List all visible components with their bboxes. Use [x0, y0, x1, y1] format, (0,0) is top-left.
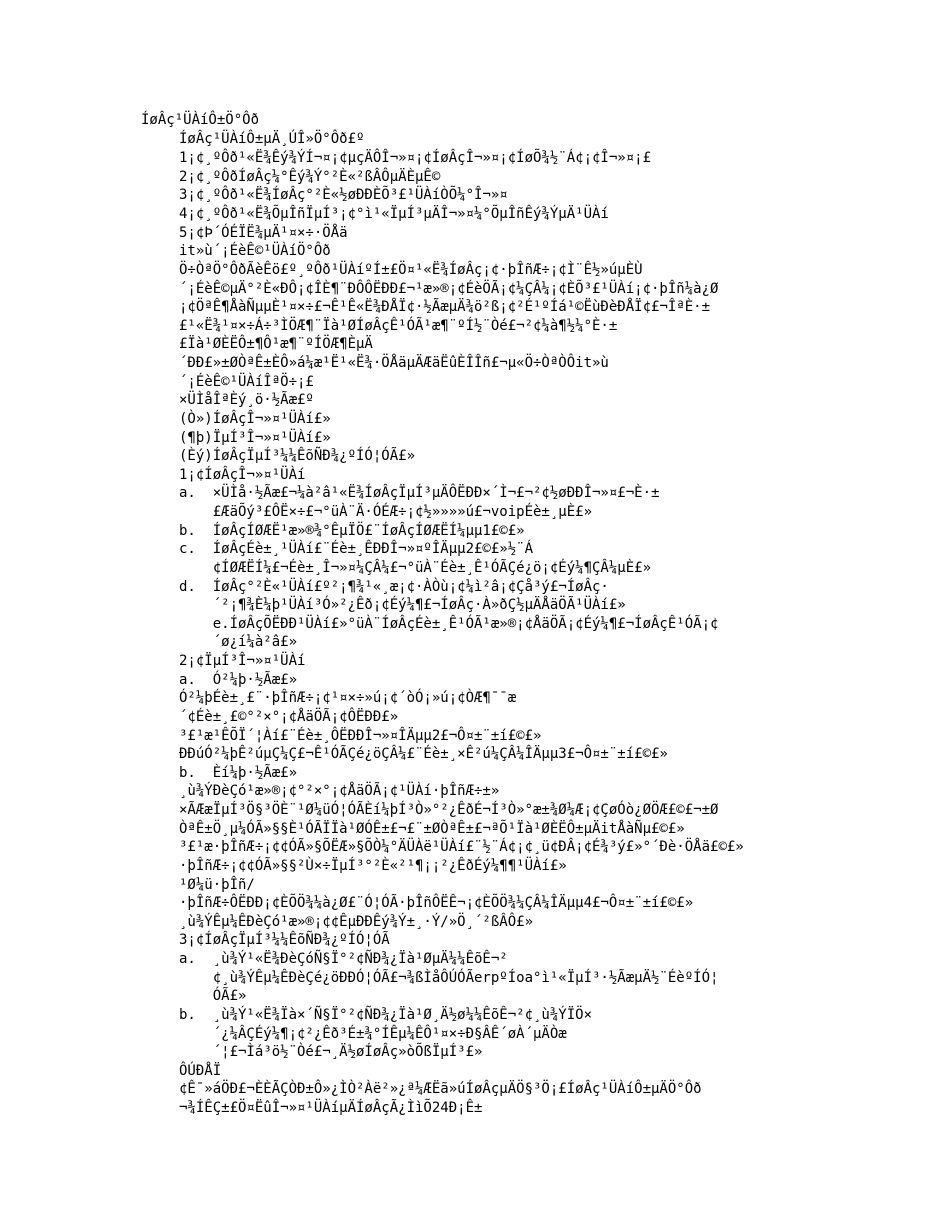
list-item: b. Èí¼þ·½Ãæ£»: [179, 765, 298, 781]
section-heading: ÍøÂç¹ÜÀíÔ±µÄ¸ÚÎ»Ö°Ôð£º: [179, 131, 365, 147]
paragraph-line: ¹Ø¼ü·þÎñ/: [179, 877, 255, 893]
paragraph-line: Ó²¼þÉè±¸£¨·þÎñÆ÷¡¢¹¤×÷»ú¡¢´òÓ¡»ú¡¢ÒÆ¶¯¯æ: [179, 690, 517, 706]
paragraph-line: ÐÐúÓ²¼þÊ²úµÇ¼Ç£¬Ê¹ÓÃÇé¿öÇÂ¼£¨Éè±¸×Ê²ú¼ÇÂ¼ÎÄµµ3£¬Ô¤±¨±í£©£»: [179, 746, 668, 762]
list-item: £ÆäÕý³£ÔË×÷£¬°üÀ¨Ä·ÓÉÆ÷¡¢½»»»»ú£¬voipÉè±¸µÈ£»: [179, 504, 593, 520]
paragraph-line: ³£¹æ¹ÊÕÏ´¦Àí£¨Éè±¸ÔËÐÐÎ¬»¤ÎÄµµ2£¬Ô¤±¨±í£©£»: [179, 728, 542, 744]
list-item: b. ¸ù¾Ý¹«Ë¾Ïà×´Ñ§Ï°²¢ÑÐ¾¿Ïà¹Ø¸Ä½ø¼¼ÊõÊ¬²¢¸ù¾ÝÏÖ×: [179, 1007, 593, 1023]
paragraph-line: ¸ù¾ÝÊµ¼ÊÐèÇó¹æ»®¡¢¢ÊµÐÐÊý¾Ý±¸·Ý/»Ö¸´²ßÂÔ£»: [179, 914, 534, 930]
list-item: ¢ÍØÆËÍ¼£¬Éè±¸Î¬»¤¼ÇÂ¼£¬°üÀ¨Éè±¸Ê¹ÓÃÇé¿ö¡¢Éý¼¶ÇÂ¼µÈ£»: [179, 560, 652, 576]
paragraph-line: ·þÎñÆ÷ÔËÐÐ¡¢ÈÕÖ¾¼à¿Ø£¨Ó¦ÓÃ·þÎñÔËÊ¬¡¢ÈÕÖ¾¼ÇÂ¼ÎÄµµ4£¬Ô¤±¨±í£©£»: [179, 895, 694, 911]
paragraph-line: ·þÎñÆ÷¡¢¢ÓÃ»§§²Ù×÷ÏµÍ³°²È«²¹¶¡¡²¿ÊðÉý¼¶¶¹ÜÀí£»: [179, 858, 567, 874]
section-heading: 2¡¢ÏµÍ³Î¬»¤¹ÜÀí: [179, 653, 306, 669]
list-item: e.ÍøÂçÕËÐÐ¹ÜÀí£»°üÀ¨ÍøÂçÉè±¸Ê¹ÓÃ¹æ»®¡¢ÅäÖÃ¡¢Éý¼¶£¬ÍøÂçÊ¹ÓÃ¡¢: [179, 616, 719, 632]
section-heading: 3¡¢ÍøÂçÏµÍ³¼¼ÊõÑÐ¾¿ºÍÓ¦ÓÃ: [179, 932, 390, 948]
list-item: a. Ó²¼þ·½Ãæ£»: [179, 672, 298, 688]
list-item: b. ÍøÂçÍØÆË¹æ»®¾°ÊµÏÖ£¨ÍøÂçÍØÆËÍ¼µµ1£©£»: [179, 523, 525, 539]
list-item: ´²¡¶¾È¼þ¹ÜÀí³Ó»²¿Êð¡¢Éý¼¶£¬ÍøÂç·À»ðÇ½µÄÅäÖÃ¹ÜÀí£»: [179, 597, 626, 613]
list-item: (Ò»)ÍøÂçÎ¬»¤¹ÜÀí£»: [179, 411, 331, 427]
doc-title: ÍøÂç¹ÜÀíÔ±Ö°Ôð: [141, 112, 260, 128]
list-item: a. ×ÜÌå·½Ãæ£¬¼à²â¹«Ë¾ÍøÂçÏµÍ³µÄÔËÐÐ×´Ì¬£¬²¢½øÐÐÎ¬»¤£¬È·±: [179, 485, 660, 501]
paragraph-line: ÒªÊ±Ö¸µ¼ÓÃ»§§È¹ÓÃÏÏà¹ØÓÊ±£¬£¨±ØÒªÊ±£¬ªÕ¹Ïà¹ØÈËÔ±µÄitÅàÑµ£©£»: [179, 821, 685, 837]
list-item: 4¡¢¸ºÔð¹«Ë¾ÕµÎñÏµÍ³¡¢°ì¹«ÏµÍ³µÄÎ¬»¤¼°ÕµÎñÊý¾ÝµÄ¹ÜÀí: [179, 206, 609, 222]
section-heading: ×ÜÌåÎªÈý¸ö·½Ãæ£º: [179, 392, 314, 408]
paragraph-line: ¸ù¾ÝÐèÇó¹æ»®¡¢°²×°¡¢ÅäÖÃ¡¢¹ÜÀí·þÎñÆ÷±»: [179, 783, 500, 799]
paragraph-line: ´¡ÉèÊ©µÄ°²È«ÐÔ¡¢ÎÈ¶¨ÐÔÔËÐÐ£¬¹æ»®¡¢ÉèÖÃ¡¢¼ÇÂ¼¡¢ÈÕ³£¹ÜÀí¡¢·þÎñ¼à¿Ø: [179, 281, 719, 297]
paragraph-line: Ö÷ÒªÖ°ÔðÃèÊö£º¸ºÔð¹ÜÀíºÍ±£Ö¤¹«Ë¾ÍøÂç¡¢·þÎñÆ÷¡¢Ì¨Ê½»úµÈÙ: [179, 262, 643, 278]
list-item: a. ¸ù¾Ý¹«Ë¾ÐèÇóÑ§Ï°²¢ÑÐ¾¿Ïà¹ØµÄ¼¼ÊõÊ¬²: [179, 951, 508, 967]
paragraph-line: ´¢Éè±¸£©°²×°¡¢ÅäÖÃ¡¢ÔËÐÐ£»: [179, 709, 399, 725]
paragraph-line: ¬¾ÍÊÇ±£Ö¤ËûÎ¬»¤¹ÜÀíµÄÍøÂçÃ¿ÌìÕ24Ð¡Ê±: [179, 1100, 483, 1116]
paragraph-line: ´¡ÉèÊ©¹ÜÀíÎªÖ÷¡£: [179, 374, 314, 390]
paragraph-line: ¢Ê¯»áÖÐ£¬ÈÈÃÇÒÐ±Ô»¿ÌÒ²Àë²»¿ª¼ÆËã»úÍøÂçµÄÖ§³Ö¡£ÍøÂç¹ÜÀíÔ±µÄÖ°Ôð: [179, 1081, 702, 1097]
paragraph-line: ÔÚÐÅÏ: [179, 1063, 222, 1079]
paragraph-line: ³£¹æ·þÎñÆ÷¡¢¢ÓÃ»§ÕËÆ»§ÕÒ¼°ÄÜÀë¹ÜÀí£¨½¨Á¢¡¢¸ü¢ÐÂ¡¢É¾³ý£»°´Ðè·ÖÅä£©£»: [179, 839, 744, 855]
list-item: ÓÃ£»: [179, 988, 247, 1004]
paragraph-line: ×ÃÆæÏµÍ³Ö§³ÖÈ¨¹Ø¼üÓ¦ÓÃÈí¼þÍ³Ò»°²¿ÊðÉ¬Í³Ò»°æ±¾Ø¼Æ¡¢ÇøÓò¿ØÖÆ£©£¬±Ø: [179, 802, 719, 818]
paragraph-line: £¹«Ë¾¹¤×÷Á÷³ÌÖÆ¶¨Ïà¹ØÍøÂçÊ¹ÓÃ¹æ¶¨ºÍ½¨Òé£¬²¢¼à¶½¼°È·±: [179, 318, 618, 334]
paragraph-line: £Ïà¹ØÈËÔ±¶Ô¹æ¶¨ºÍÖÆ¶ÈµÄ: [179, 336, 373, 352]
section-heading: it»ù´¡ÉèÊ©¹ÜÀíÖ°Ôð: [179, 243, 331, 259]
list-item: ¢¸ù¾ÝÊµ¼ÊÐèÇé¿öÐÐÓ¦ÓÃ£¬¾ßÌåÔÚÓÃerpºÍoa°ì¹«ÏµÍ³·½ÃæµÄ½¨ÉèºÍÓ¦: [179, 970, 719, 986]
paragraph-line: ´ÐÐ£»±ØÒªÊ±ÈÔ»á¼æ¹Ë¹«Ë¾·ÖÅäµÄÆäËûÈÎÎñ£¬µ«Ö÷ÒªÒÔit»ù: [179, 355, 609, 371]
list-item: c. ÍøÂçÉè±¸¹ÜÀí£¨Éè±¸ÊÐÐÎ¬»¤ºÎÄµµ2£©£»½¨Á: [179, 541, 534, 557]
list-item: 1¡¢¸ºÔð¹«Ë¾Êý¾ÝÍ¬¤¡¢µçÄÔÎ¬»¤¡¢ÍøÂçÎ¬»¤¡¢ÍøÕ¾½¨Á¢¡¢Î¬»¤¡£: [179, 150, 652, 166]
list-item: 2¡¢¸ºÔðÍøÂç¼°Êý¾Ý°²È«²ßÂÔµÄÈµÊ©: [179, 169, 441, 185]
paragraph-line: ¡¢ÖªÊ¶ÅàÑµµÈ¹¤×÷£¬Ê¹Ê«Ë¾ÐÅÏ¢·½ÃæµÄ¾ö²ß¡¢²É¹ºÍá¹©ËùÐèÐÅÏ¢£¬ÎªÈ·±: [179, 299, 711, 315]
list-item: ´¿¼ÂÇÉý¼¶¡¢²¿Êð³É±¾°ÍÊµ¼ÊÔ¹¤×÷Ð§ÂÊ´øÀ´µÄÒæ: [179, 1026, 567, 1042]
list-item: 5¡¢Þ´ÓÉÏË¾µÄ¹¤×÷·ÖÅä: [179, 225, 348, 241]
list-item: (Èý)ÍøÂçÏµÍ³¼¼ÊõÑÐ¾¿ºÍÓ¦ÓÃ£»: [179, 448, 416, 464]
list-item: (¶þ)ÏµÍ³Î¬»¤¹ÜÀí£»: [179, 430, 331, 446]
list-item: ´¦£¬Ìá³ö½¨Òé£¬¸Ä½øÍøÂç»òÕßÏµÍ³£»: [179, 1044, 483, 1060]
section-heading: 1¡¢ÍøÂçÎ¬»¤¹ÜÀí: [179, 467, 306, 483]
list-item: 3¡¢¸ºÔð¹«Ë¾ÍøÂç°²È«½øÐÐÈÕ³£¹ÜÀíÒÕ¼°Î¬»¤: [179, 187, 508, 203]
list-item: ´ø¿í¼à²â£»: [179, 634, 298, 650]
list-item: d. ÍøÂç°²È«¹ÜÀí£º²¡¶¾¹«¸æ¡¢·ÀÒù¡¢¼ì²â¡¢Çå³ý£¬ÍøÂç·: [179, 579, 609, 595]
